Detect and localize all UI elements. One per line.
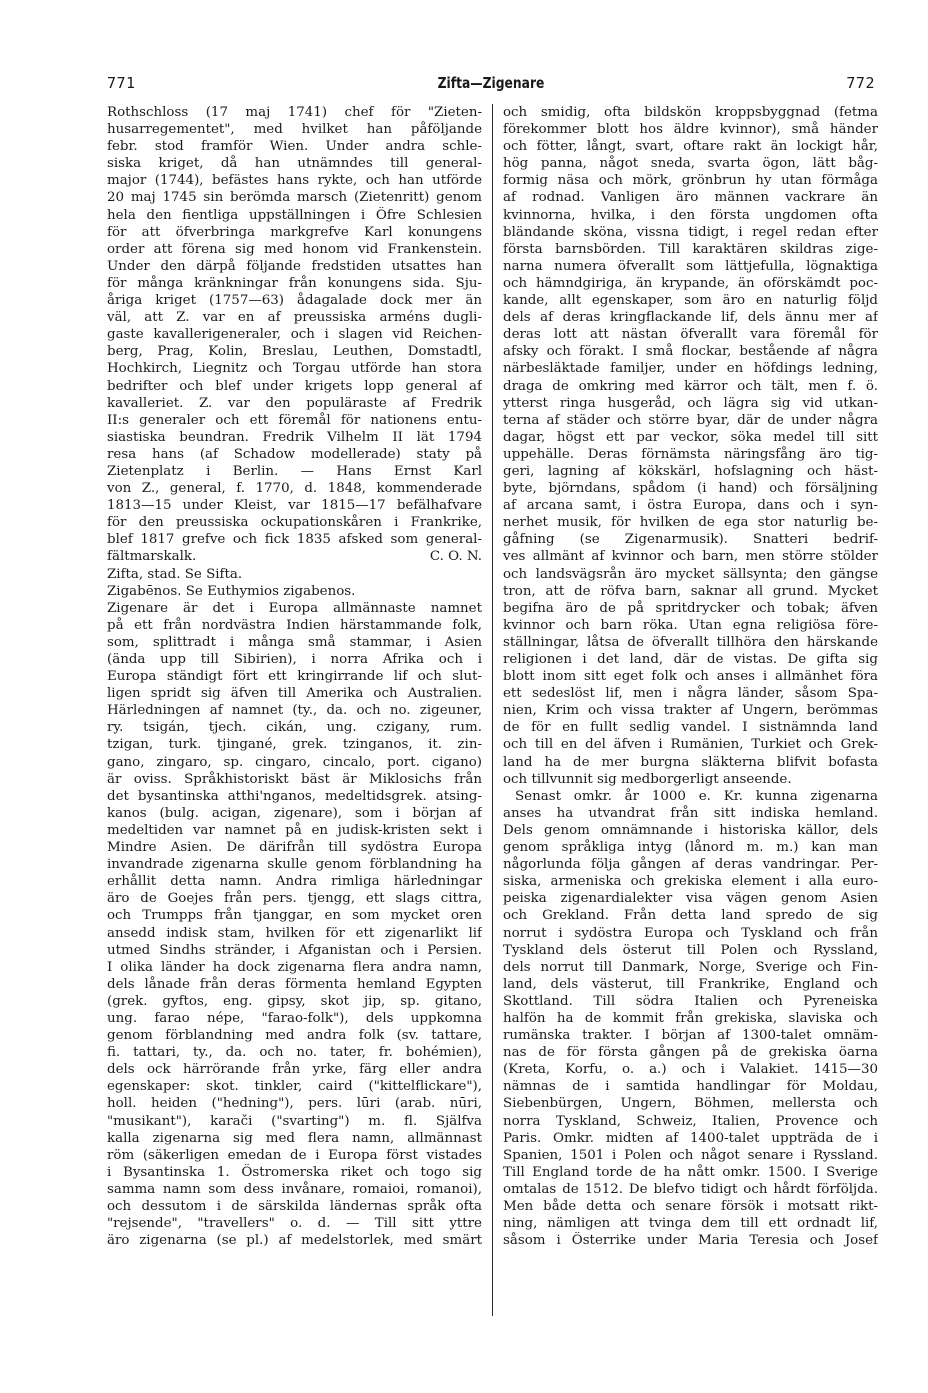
text-line: siska kriget, då han utnämndes till general- <box>107 156 482 172</box>
text-line: (Kreta, Korfu, o. a.) och i Valakiet. 1415—30 <box>503 1062 878 1078</box>
text-line: för att öfverbringa markgrefve Karl konungens <box>107 224 482 240</box>
right-column <box>503 104 878 1319</box>
text-line: deras lott att nästan öfverallt vara föremål för <box>503 327 878 343</box>
text-line: nien, Krim och vissa trakter af Ungern, berömmas <box>503 703 878 719</box>
text-line: ställningar, låtsa de öfverallt tillhöra den härskande <box>503 634 878 650</box>
text-line: (grek. gyftos, eng. gipsy, skot jip, sp. gitano, <box>107 993 482 1009</box>
text-line: kvinnor och barn röka. Utan egna religiösa före- <box>503 617 878 633</box>
text-line: "rejsende", "travellers" o. d. — Till sitt yttre <box>107 1216 482 1232</box>
column-divider <box>492 104 493 1316</box>
text-line: af arcana samt, i östra Europa, dans och i syn- <box>503 498 878 514</box>
text-line: för den preussiska ockupationskåren i Frankrike, <box>107 515 482 531</box>
text-line: Zifta, stad. Se Sifta. <box>107 566 243 582</box>
text-line: byte, björndans, spådom (i hand) och försäljning <box>503 481 878 497</box>
text-line: ligen spridt sig äfven till Amerika och Australien. <box>107 686 482 702</box>
text-line: och Grekland. Från detta land spredo de sig <box>503 908 878 924</box>
text-line: Men både detta och senare försök i motsatt rikt- <box>503 1199 878 1214</box>
text-line: bländande sköna, vissna tidigt, i regel redan efter <box>503 224 878 240</box>
text-line: dels af deras kringflackande lif, dels ännu mer af <box>503 310 878 326</box>
text-line: begifna äro de på spritdrycker och tobak; äfven <box>503 600 878 616</box>
text-line: väl, att Z. var en af preussiska arméns dugli- <box>107 310 482 326</box>
text-line: husarregementet", med hvilket han påföljande <box>107 122 482 138</box>
text-line: major (1744), befästes hans rykte, och han utförde <box>107 173 482 189</box>
text-line: äro de Goejes från pers. tjengg, ett slags cittra, <box>107 891 482 907</box>
text-line: omtalas de 1512. De blefvo tidigt och hårdt förföljda. <box>503 1181 878 1197</box>
text-line: peiska zigenardialekter visa vägen genom Asien <box>503 891 878 907</box>
text-line: order att förena sig med honom vid Frankenstein. <box>107 241 482 257</box>
text-line: Paris. Omkr. midten af 1400-talet uppträda de i <box>503 1130 878 1146</box>
text-line: och landsvägsrån äro mycket sällsynta; den gängse <box>503 566 878 582</box>
text-line: egenskaper: skot. tinkler, caird ("kittelflickare"), <box>107 1079 482 1095</box>
text-line: gåfning (se Zigenarmusik). Snatteri bedrif- <box>503 532 878 548</box>
text-line: och smidig, ofta bildskön kroppsbyggnad (fetma <box>503 105 878 120</box>
text-line: Tyskland dels österut till Polen och Ryssland, <box>503 942 878 958</box>
text-line: ning, nämligen att tvinga dem till ett ordnadt lif, <box>503 1216 878 1232</box>
text-line: 20 maj 1745 sin berömda marsch (Zietenritt) genom <box>107 190 482 206</box>
text-line: norrut i sydöstra Europa och Tyskland och från <box>503 925 878 941</box>
text-line: och till en del äfven i Rumänien, Turkiet och Grek- <box>503 737 878 753</box>
text-line: von Z., general, f. 1770, d. 1848, kommenderade <box>107 481 482 497</box>
text-line: Härledningen af namnet (ty., da. och no. zigeuner, <box>107 703 482 719</box>
page-number-left: 771 <box>107 74 136 92</box>
text-line: Senast omkr. år 1000 e. Kr. kunna zigenarna <box>515 788 878 804</box>
text-line: tron, att de röfva barn, saknar all grund. Mycket <box>503 583 878 599</box>
text-line: siska, armeniska och grekiska element i alla euro- <box>503 874 878 890</box>
text-line: dels lånade från deras förmenta hemland Egypten <box>107 976 482 992</box>
text-line: geri, lagning af kökskärl, hofslagning och häst- <box>503 463 878 479</box>
text-line: och hämndgiriga, än krypande, än oförskämdt poc- <box>503 275 878 291</box>
text-line: Zigenare är det i Europa allmännaste namnet <box>107 600 482 616</box>
text-line: ung. farao népe, "farao-folk"), dels uppkomna <box>107 1010 482 1026</box>
text-line: ry. tsigán, tjech. cikán, ung. czigany, rum. <box>107 720 482 736</box>
text-line: Europa ständigt fört ett kringirrande lif och slut- <box>107 669 482 685</box>
text-line: kalla zigenarna sig med flera namn, allmännast <box>107 1130 482 1146</box>
text-line: gaste kavallerigeneraler, och i slagen vid Reichen- <box>107 327 482 343</box>
text-line: (ända upp till Sibirien), i norra Afrika och i <box>107 652 482 667</box>
text-line: febr. stod framför Wien. Under andra schle- <box>107 139 482 155</box>
text-line: dels norrut till Danmark, Norge, Sverige och Fin- <box>503 959 878 975</box>
text-line: äro zigenarna (se pl.) af medelstorlek, med smärt <box>107 1233 482 1249</box>
text-line: ett sedeslöst lif, men i några länder, såsom Spa- <box>503 686 878 702</box>
text-line: genom förblandning med andra folk (sv. tattare, <box>107 1028 482 1044</box>
author-signature: C. O. N. <box>429 549 482 565</box>
text-line: Till England torde de ha nått omkr. 1500. I Sverige <box>503 1164 878 1180</box>
text-line: förekommer blott hos äldre kvinnor), små händer <box>503 122 878 138</box>
text-line: land ha de mer burgna släkterna blifvit bofasta <box>503 754 878 770</box>
text-line: de för en fullt sedlig vandel. I sistnämnda land <box>503 720 878 736</box>
text-line: hög panna, något sneda, svarta ögon, lätt båg- <box>503 156 878 172</box>
running-head: Zifta—Zigenare <box>437 74 545 92</box>
text-line: på ett från nordvästra Indien härstammande folk, <box>107 617 482 633</box>
text-line: Mindre Asien. De därifrån till sydöstra Europa <box>107 840 482 856</box>
text-line: kvinnorna, hvilka, i den första ungdomen ofta <box>503 207 878 223</box>
text-line: blott inom sitt eget folk och anses i allmänhet föra <box>503 669 878 685</box>
text-line: halfön ha de kommit från grekiska, slaviska och <box>503 1010 878 1026</box>
text-line: tzigan, turk. tjingané, grek. tzinganos, it. zin- <box>107 737 482 753</box>
text-line: bedrifter och blef under krigets lopp general af <box>107 378 482 394</box>
text-line: norra Tyskland, Schweiz, Italien, Provence och <box>503 1113 878 1129</box>
text-line: ansedd indisk stam, hvilken för ett zigenarlikt lif <box>107 925 482 941</box>
text-line: Zietenplatz i Berlin. — Hans Ernst Karl <box>107 463 482 479</box>
text-line: Rothschloss (17 maj 1741) chef för "Zieten- <box>107 105 482 120</box>
text-line: land, dels västerut, till Frankrike, England och <box>503 976 878 992</box>
text-line: Skottland. Till södra Italien och Pyreneiska <box>503 993 878 1009</box>
text-line: närbesläktade familjer, under en höfdings ledning, <box>503 361 878 377</box>
text-line: "musikant"), karači ("svarting") m. fl. Själfva <box>107 1113 482 1129</box>
text-line: 1813—15 under Kleist, var 1815—17 befälhafvare <box>107 498 482 514</box>
text-line: terna af städer och större byar, där de under några <box>503 412 878 428</box>
text-line: Under den därpå följande fredstiden utsattes han <box>107 258 482 274</box>
text-line <box>107 548 482 565</box>
text-line: ves allmänt af kvinnor och barn, men större stölder <box>503 549 878 565</box>
text-line: nerhet musik, för hvilken de ega stor naturlig be- <box>503 515 878 531</box>
text-line: rumänska trakter. I början af 1300-talet omnäm- <box>503 1028 878 1044</box>
text-line: formig näsa och mörk, grönbrun hy utan förmåga <box>503 173 878 189</box>
text-line: resa hans (af Schadow modellerade) staty på <box>107 446 482 462</box>
text-line: afsky och förakt. I små flockar, bestående af några <box>503 344 878 360</box>
text-line: Spanien, 1501 i Polen och något senare i Ryssland. <box>503 1147 878 1163</box>
text-line: holl. heiden ("hedning"), pers. lūri (arab. nūri, <box>107 1096 482 1112</box>
text-line: gano, zingaro, sp. cingaro, cincalo, port. cigano) <box>107 754 482 770</box>
text-line: II:s generaler och ett föremål för nationens entu- <box>107 412 482 428</box>
text-line: samma namn som dess invånare, romaioi, romanoi), <box>107 1181 482 1197</box>
left-column <box>107 104 482 1319</box>
text-line: är oviss. Språkhistoriskt bäst är Miklosichs från <box>107 771 482 787</box>
text-line: dels ock härrörande från yrke, färg eller andra <box>107 1062 482 1078</box>
text-line: siastiska beundran. Fredrik Vilhelm II lät 1794 <box>107 429 482 445</box>
text-line: genom språkliga intyg (lånord m. m.) kan man <box>503 840 878 856</box>
text-line: narna numera öfverallt som lättjefulla, lögnaktiga <box>503 258 878 274</box>
text-line: kanos (bulg. acigan, zigenare), som i början af <box>107 805 482 821</box>
text-line: Zigabēnos. Se Euthymios zigabenos. <box>107 583 356 599</box>
text-line: det bysantinska atthi'nganos, medeltidsgrek. atsing- <box>107 788 482 804</box>
text-line: af rodnad. Vanligen äro männen vackrare än <box>503 190 878 206</box>
text-line: uppehälle. Deras förnämsta näringsfång äro tig- <box>503 446 878 462</box>
text-line: och tillvunnit sig medborgerligt anseende. <box>503 771 792 787</box>
text-line: utmed Sindhs stränder, i Afganistan och i Persien. <box>107 942 482 958</box>
text-line: ytterst ringa husgeråd, och lägra sig vid utkan- <box>503 395 878 411</box>
text-line: nämnas de i samtida handlingar för Moldau, <box>503 1079 878 1095</box>
text-line: medeltiden var namnet på en judisk-kristen sekt i <box>107 822 482 838</box>
text-line: Dels genom omnämnande i historiska källor, dels <box>503 822 878 838</box>
text-line: såsom i Österrike under Maria Teresia och Josef <box>503 1233 878 1249</box>
text-line: första barnsbörden. Till karaktären skildras zige- <box>503 241 878 257</box>
text-line: och Trumpps från tjanggar, en som mycket oren <box>107 908 482 924</box>
text-line: röm (säkerligen emedan de i Europa först vistades <box>107 1147 482 1163</box>
text-line: nas de för första gången på de grekiska öarna <box>503 1045 878 1061</box>
text-line: dagar, högst ett par veckor, söka medel till sitt <box>503 429 878 445</box>
text-line: kande, allt egenskaper, som äro en naturlig följd <box>503 293 878 309</box>
text-line: kavalleriet. Z. var den populäraste af Fredrik <box>107 395 482 411</box>
text-line: anses ha utvandrat från sitt indiska hemland. <box>503 805 878 821</box>
text-line: och fötter, långt, svart, oftare rakt än lockigt hår, <box>503 139 878 155</box>
text-line: draga de omkring med kärror och tält, men f. ö. <box>503 378 878 394</box>
text-line: och dessutom i de särskilda ländernas språk ofta <box>107 1199 482 1214</box>
page-header <box>107 74 875 98</box>
text-line: för många kränkningar från konungens sida. Sju- <box>107 275 482 291</box>
text-line: som, splittradt i många små stammar, i Asien <box>107 634 482 650</box>
text-line: religionen i det land, där de vistas. De gifta sig <box>503 652 878 667</box>
text-line-content: fältmarskalk. <box>107 549 197 565</box>
text-line: invandrade zigenarna skulle genom förblandning ha <box>107 857 482 873</box>
text-line: hela den fientliga uppställningen i Öfre Schlesien <box>107 207 482 223</box>
text-line: Hochkirch, Liegnitz och Torgau utförde han stora <box>107 361 482 377</box>
text-line: erhållit detta namn. Andra rimliga härledningar <box>107 874 482 890</box>
text-line: blef 1817 grefve och fick 1835 afsked som general- <box>107 532 482 548</box>
text-line: Siebenbürgen, Ungern, Böhmen, mellersta och <box>503 1096 878 1112</box>
text-line: åriga kriget (1757—63) ådagalade dock mer än <box>107 293 482 309</box>
text-line: fi. tattari, ty., da. och no. tater, fr. bohémien), <box>107 1045 482 1061</box>
text-line: någorlunda följa gången af deras vandringar. Per- <box>503 857 878 873</box>
text-line: I olika länder ha dock zigenarna flera andra namn, <box>107 959 482 975</box>
text-line: i Bysantinska 1. Östromerska riket och togo sig <box>107 1164 482 1180</box>
page-number-right: 772 <box>846 74 875 92</box>
text-line: berg, Prag, Kolin, Breslau, Leuthen, Domstadtl, <box>107 344 482 360</box>
